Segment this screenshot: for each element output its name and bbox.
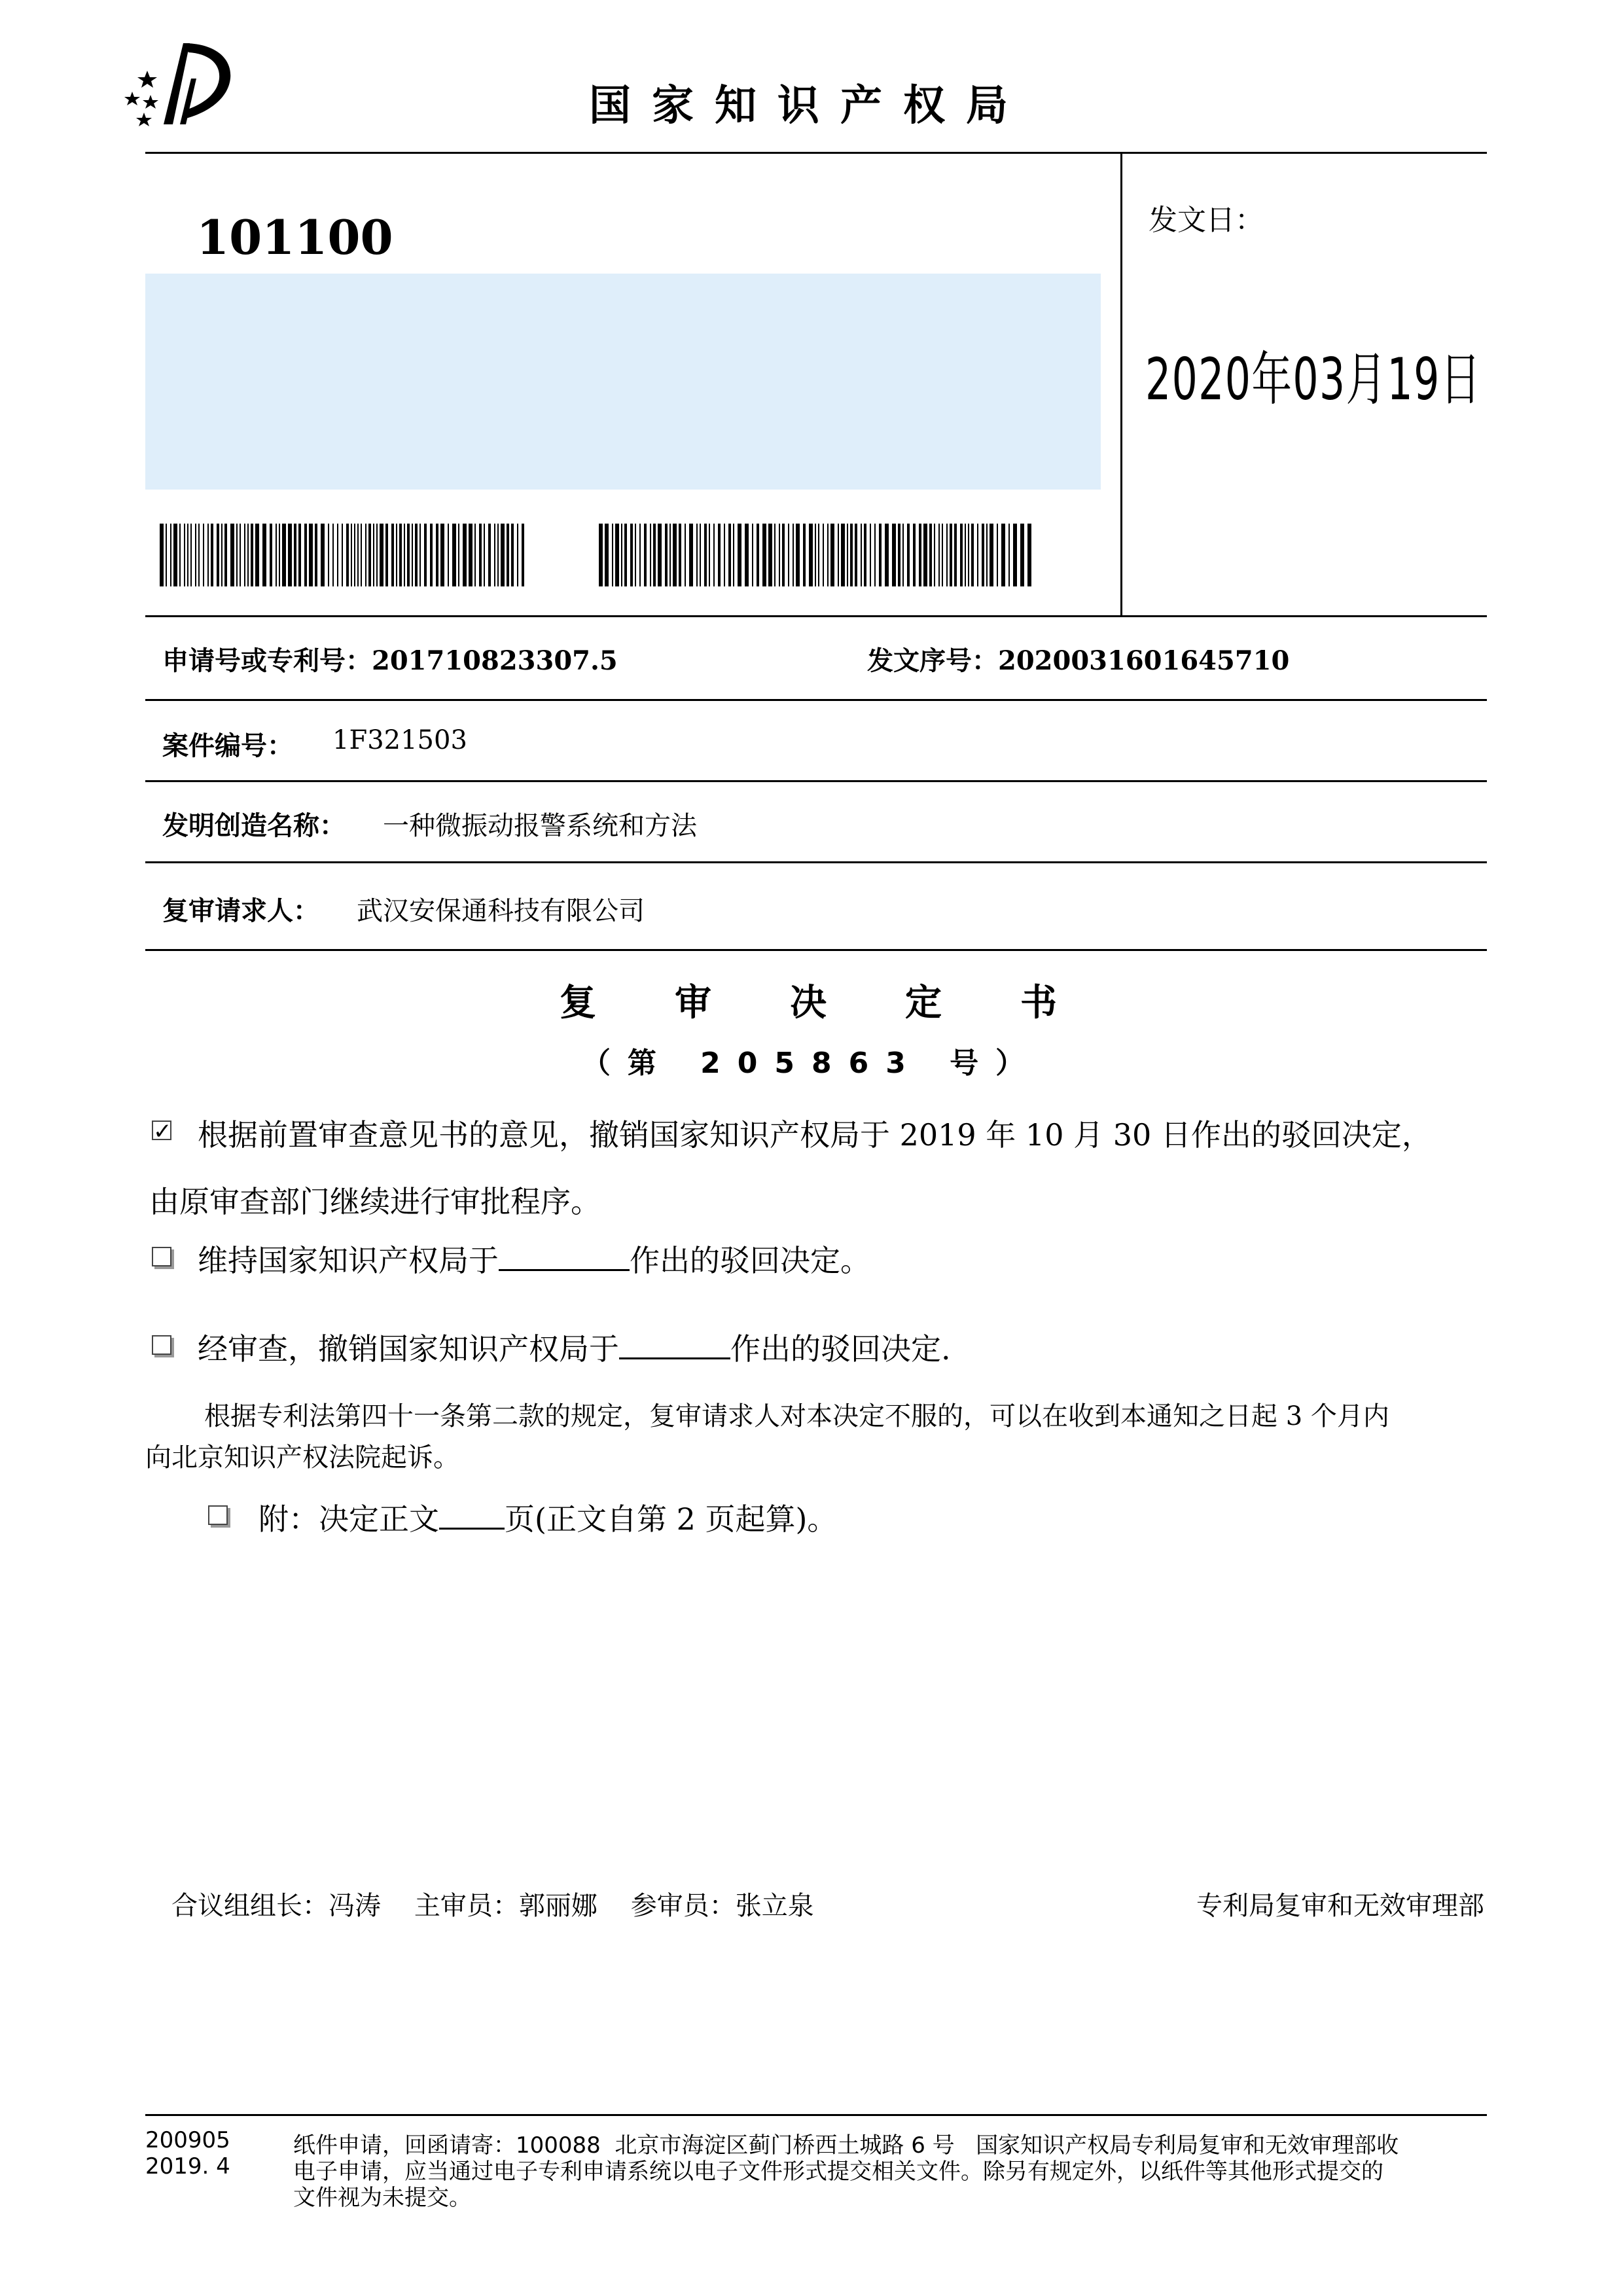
barcode-bar (488, 524, 491, 586)
barcode-bar (207, 524, 209, 586)
barcode-bar (830, 524, 834, 586)
barcode-bar (522, 524, 524, 586)
barcode-bar (391, 524, 394, 586)
barcode-bar (986, 524, 988, 586)
form-code: 200905 (145, 2127, 230, 2153)
attachment-text (259, 1496, 837, 1539)
barcode-bar (430, 524, 433, 586)
attachment-pages-blank[interactable] (439, 1501, 505, 1530)
barcode-bar (179, 524, 181, 586)
barcode-bar (497, 524, 499, 586)
attachment-checkbox[interactable] (208, 1505, 228, 1525)
barcode-bar (244, 524, 245, 586)
option-2-checkbox[interactable] (152, 1247, 171, 1266)
attachment-after: 页(正文自第 2 页起算)。 (505, 1501, 838, 1537)
form-version: 2019. 4 (145, 2153, 230, 2179)
barcode-bar (752, 524, 753, 586)
barcode-bar (650, 524, 651, 586)
row-rule-1 (145, 699, 1487, 701)
barcode-bar (507, 524, 509, 586)
option-3-before: 经审查，撤销国家知识产权局于 (198, 1331, 619, 1367)
barcode-bar (203, 524, 204, 586)
barcode-bar (644, 524, 647, 586)
barcode-bar (501, 524, 505, 586)
barcode-bar (354, 524, 355, 586)
barcode-bar (913, 524, 916, 586)
barcode-bar (823, 524, 824, 586)
barcode-bar (276, 524, 277, 586)
barcode-bar (187, 524, 188, 586)
barcode-bar (270, 524, 272, 586)
barcode-bar (923, 524, 927, 586)
barcode-bar (977, 524, 978, 586)
barcode-bar (624, 524, 627, 586)
barcode-bar (184, 524, 185, 586)
barcode-left (160, 524, 526, 586)
barcode-bar (404, 524, 405, 586)
barcode-bar (396, 524, 397, 586)
barcode-bar (757, 524, 759, 586)
barcode-bar (288, 524, 292, 586)
barcode-bar (380, 524, 383, 586)
barcode-bar (971, 524, 974, 586)
barcode-bar (815, 524, 816, 586)
barcode-bar (788, 524, 789, 586)
barcode-bar (517, 524, 518, 586)
barcode-bar (195, 524, 196, 586)
requester (162, 890, 319, 927)
barcode-bar (874, 524, 876, 586)
barcode-bar (298, 524, 301, 586)
barcode-bar (855, 524, 857, 586)
barcode-bar (892, 524, 896, 586)
serial-number-value: 2020031601645710 (998, 645, 1290, 676)
invention-name (162, 805, 346, 842)
barcode-bar (827, 524, 829, 586)
checkmark-icon: ✓ (153, 1119, 172, 1145)
serial-number-label: 发文序号： (867, 645, 998, 676)
barcode-bar (841, 524, 845, 586)
option-3-checkbox[interactable] (152, 1335, 171, 1355)
barcode-bar (332, 524, 334, 586)
barcode-bar (669, 524, 671, 586)
issue-date-label: 发文日： (1149, 204, 1264, 237)
invention-name-label: 发明创造名称： (162, 810, 346, 841)
row-rule-4 (145, 949, 1487, 951)
panel-members: 合议组组长：冯涛 主审员：郭丽娜 参审员：张立泉 (171, 1891, 814, 1921)
office-name: 国家知识产权局 (589, 82, 1029, 130)
date-column-divider (1120, 152, 1122, 617)
barcode-bar (870, 524, 871, 586)
barcode-bar (279, 524, 280, 586)
barcode-bar (968, 524, 969, 586)
barcode-bar (850, 524, 853, 586)
barcode-bar (399, 524, 402, 586)
option-3-text (198, 1325, 951, 1369)
footer-line-1: 纸件申请，回函请寄：100088 北京市海淀区蓟门桥西土城路 6 号 国家知识产权局专利局复审和无效审理部收 (293, 2132, 1399, 2159)
barcode-bar (621, 524, 622, 586)
barcode-bar (494, 524, 495, 586)
barcode-bar (605, 524, 609, 586)
barcode-bar (861, 524, 862, 586)
barcode-bar (704, 524, 707, 586)
barcode-bar (960, 524, 963, 586)
barcode-bar (328, 524, 329, 586)
appeal-notice-line-1: 根据专利法第四十一条第二款的规定，复审请求人对本决定不服的，可以在收到本通知之日起 3 个月内 (204, 1401, 1389, 1431)
serial-number (867, 640, 1289, 677)
option-1-line-2: 由原审查部门继续进行审批程序。 (149, 1184, 601, 1219)
barcode-bar (173, 524, 177, 586)
barcode-bar (653, 524, 656, 586)
barcode-bar (240, 524, 241, 586)
barcode-bar (612, 524, 613, 586)
barcode-bar (469, 524, 473, 586)
barcode-bar (630, 524, 633, 586)
barcode-bar (615, 524, 619, 586)
barcode-bar (639, 524, 641, 586)
row-rule-3 (145, 861, 1487, 863)
barcode-bar (251, 524, 253, 586)
address-box-bottom-rule (145, 615, 1487, 617)
barcode-bar (864, 524, 866, 586)
option-2-before: 维持国家知识产权局于 (198, 1243, 499, 1278)
barcode-bar (357, 524, 359, 586)
barcode-bar (774, 524, 776, 586)
case-number-value: 1F321503 (332, 725, 467, 755)
barcode-bar (724, 524, 725, 586)
application-number-label: 申请号或专利号： (162, 645, 372, 676)
barcode-bar (282, 524, 286, 586)
footer-rule (145, 2114, 1487, 2116)
barcode-bar (997, 524, 998, 586)
requester-label: 复审请求人： (162, 895, 319, 926)
barcode-bar (346, 524, 349, 586)
barcode-bar (448, 524, 449, 586)
invention-name-value: 一种微振动报警系统和方法 (383, 811, 697, 841)
barcode-bar (782, 524, 785, 586)
barcode-bar (1027, 524, 1031, 586)
barcode-bar (990, 524, 993, 586)
barcode-bar (982, 524, 984, 586)
barcode-bar (665, 524, 668, 586)
barcode-bar (365, 524, 366, 586)
barcode-bar (673, 524, 677, 586)
barcode-bar (309, 524, 313, 586)
barcode-bar (733, 524, 734, 586)
barcode-bar (217, 524, 219, 586)
barcode-bar (412, 524, 413, 586)
barcode-bar (294, 524, 296, 586)
barcode-bar (919, 524, 921, 586)
barcode-bar (424, 524, 427, 586)
barcode-bar (599, 524, 603, 586)
footer-line-2: 电子申请，应当通过电子专利申请系统以电子文件形式提交相关文件。除另有规定外，以纸件等其他形式提交的 (293, 2159, 1383, 2185)
barcode-bar (818, 524, 819, 586)
barcode-bar (385, 524, 388, 586)
barcode-bar (361, 524, 362, 586)
barcode-bar (224, 524, 227, 586)
barcode-bar (713, 524, 715, 586)
cnipa-logo (118, 39, 249, 131)
barcode-bar (458, 524, 459, 586)
barcode-bar (954, 524, 957, 586)
barcode-bar (946, 524, 948, 586)
application-number-value: 201710823307.5 (372, 645, 618, 676)
barcode-bar (419, 524, 421, 586)
barcode-bar (879, 524, 882, 586)
footer-line-3: 文件视为未提交。 (293, 2185, 471, 2211)
barcode-bar (696, 524, 698, 586)
option-1-checkbox[interactable] (152, 1119, 172, 1145)
barcode-bar (198, 524, 200, 586)
option-3-after: 作出的驳回决定. (730, 1331, 951, 1367)
barcode-bar (166, 524, 167, 586)
barcode-bar (738, 524, 741, 586)
barcode-bar (463, 524, 467, 586)
barcode-bar (793, 524, 794, 586)
barcode-bar (942, 524, 943, 586)
barcode-bar (230, 524, 234, 586)
appeal-notice-line-2: 向北京知识产权法院起诉。 (145, 1443, 459, 1473)
barcode-bar (255, 524, 259, 586)
barcode-bar (1013, 524, 1017, 586)
barcode-bar (768, 524, 772, 586)
barcode-bar (436, 524, 438, 586)
barcode-bar (407, 524, 410, 586)
barcode-bar (700, 524, 701, 586)
barcode-bar (262, 524, 266, 586)
barcode-bar (907, 524, 910, 586)
barcode-bar (415, 524, 418, 586)
barcode-bar (376, 524, 378, 586)
barcode-bar (709, 524, 710, 586)
recipient-address-box (145, 274, 1101, 490)
barcode-bar (718, 524, 721, 586)
barcode-bar (479, 524, 482, 586)
barcode-bar (838, 524, 839, 586)
option-2-text (198, 1237, 870, 1280)
barcode-bar (950, 524, 952, 586)
barcode-bar (689, 524, 693, 586)
barcode-bar (762, 524, 766, 586)
issuing-department: 专利局复审和无效审理部 (1196, 1891, 1484, 1921)
barcode-bar (902, 524, 904, 586)
document-title: 复审决定书 (560, 982, 1135, 1024)
barcode-bar (211, 524, 213, 586)
header-rule (145, 152, 1487, 154)
barcode-bar (745, 524, 749, 586)
barcode-bar (351, 524, 352, 586)
requester-value: 武汉安保通科技有限公司 (357, 896, 645, 926)
barcode-bar (190, 524, 192, 586)
barcode-bar (484, 524, 485, 586)
barcode-bar (170, 524, 171, 586)
barcode-bar (221, 524, 223, 586)
barcode-bar (315, 524, 317, 586)
recipient-postcode: 101100 (196, 209, 393, 265)
row-rule-2 (145, 780, 1487, 782)
barcode-bar (1001, 524, 1005, 586)
barcode-bar (452, 524, 456, 586)
barcode-bar (658, 524, 662, 586)
barcode-bar (368, 524, 371, 586)
barcode-bar (474, 524, 476, 586)
barcode-bar (321, 524, 325, 586)
barcode-bar (304, 524, 307, 586)
barcode-bar (934, 524, 935, 586)
case-number-label: 案件编号： (162, 730, 293, 761)
barcode-bar (337, 524, 338, 586)
option-3-date-blank[interactable] (619, 1331, 730, 1359)
barcode-bar (803, 524, 806, 586)
barcode-bar (929, 524, 932, 586)
barcode-bar (635, 524, 636, 586)
option-2-after: 作出的驳回决定。 (630, 1243, 870, 1278)
barcode-bar (373, 524, 374, 586)
option-2-date-blank[interactable] (499, 1243, 630, 1271)
barcode-bar (247, 524, 249, 586)
barcode-bar (1008, 524, 1010, 586)
barcode-bar (679, 524, 681, 586)
barcode-bar (898, 524, 901, 586)
barcode-bar (728, 524, 731, 586)
barcode-bar (965, 524, 966, 586)
barcode-bar (511, 524, 514, 586)
attachment-before: 附：决定正文 (259, 1501, 439, 1537)
issue-date-value: 2020年03月19日 (1145, 346, 1482, 413)
option-1-line-1: 根据前置审查意见书的意见，撤销国家知识产权局于 2019 年 10 月 30 日作出的驳回决定， (198, 1117, 1432, 1153)
case-number (162, 725, 293, 762)
barcode-bar (885, 524, 889, 586)
barcode-bar (847, 524, 848, 586)
barcode-right (599, 524, 1037, 586)
barcode-bar (160, 524, 164, 586)
barcode-bar (342, 524, 343, 586)
barcode-bar (1020, 524, 1024, 586)
barcode-bar (796, 524, 800, 586)
barcode-bar (809, 524, 813, 586)
barcode-bar (440, 524, 444, 586)
application-number (162, 640, 618, 677)
barcode-bar (938, 524, 940, 586)
document-number: （第 205863 号） (581, 1047, 1042, 1080)
barcode-bar (685, 524, 686, 586)
barcode-bar (779, 524, 780, 586)
barcode-bar (236, 524, 238, 586)
